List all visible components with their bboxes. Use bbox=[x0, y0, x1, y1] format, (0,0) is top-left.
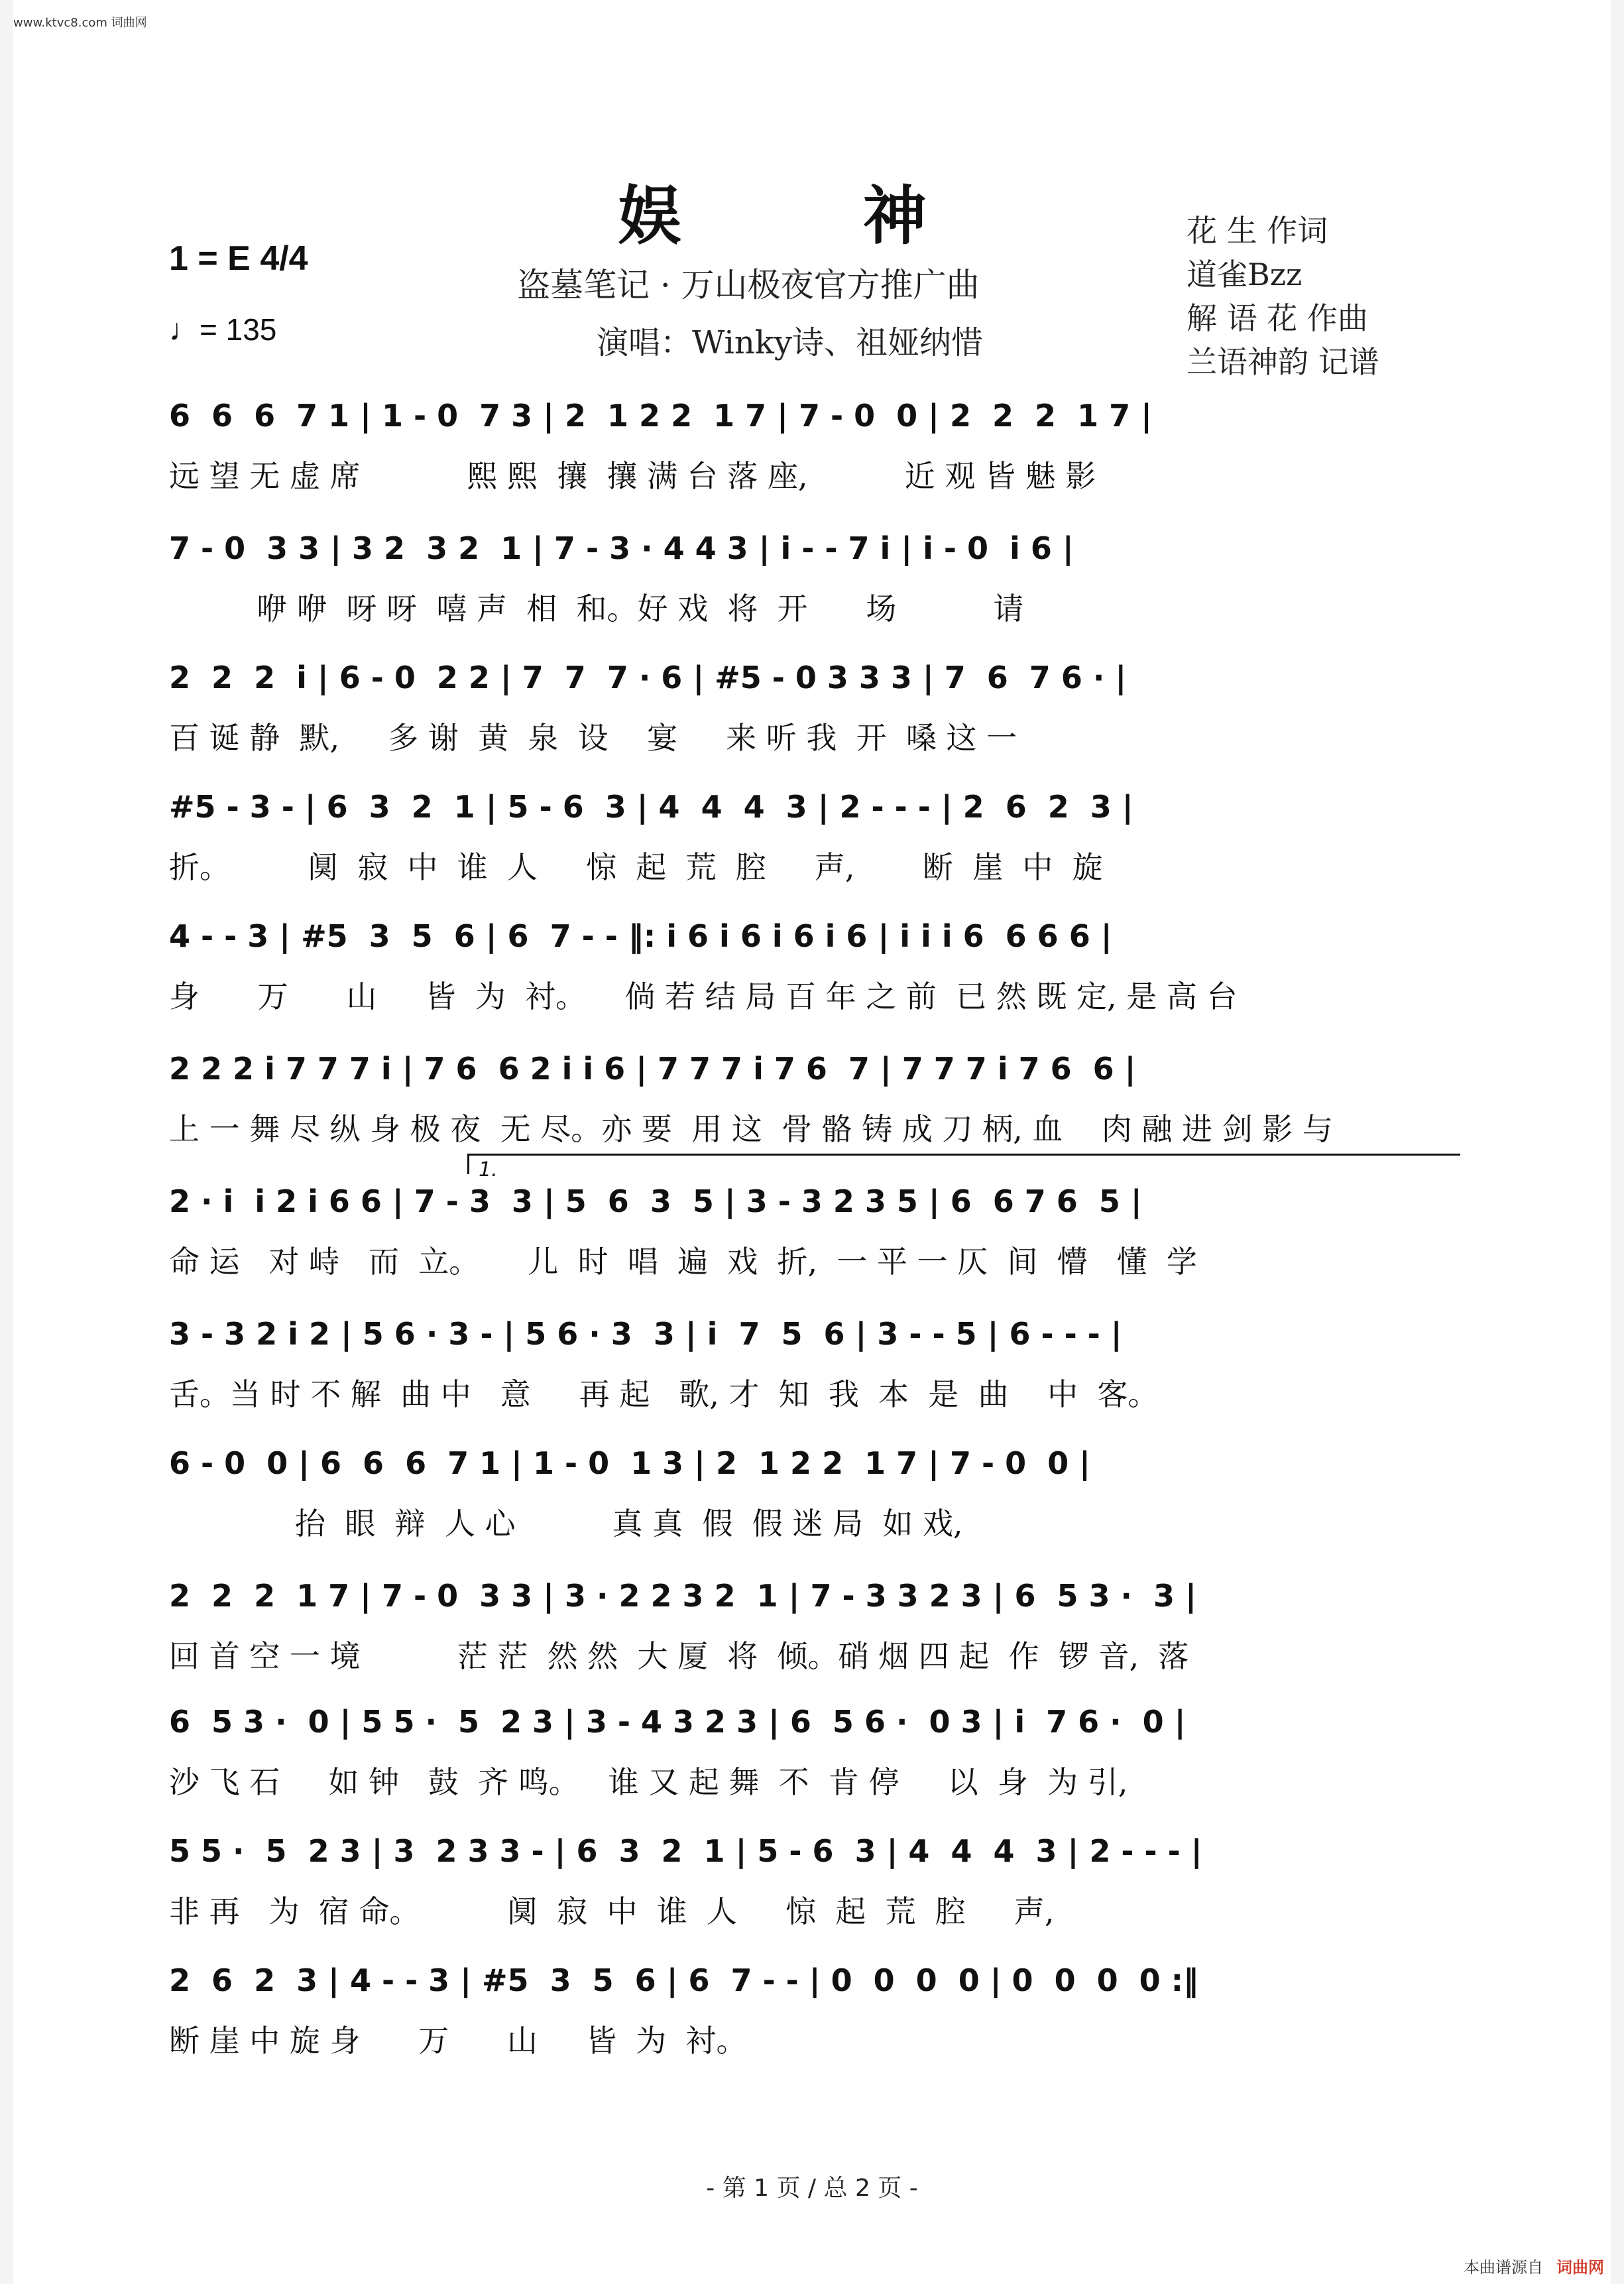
source-note bbox=[1464, 2254, 1604, 2277]
note-line: 2 2 2 1 7 | 7 - 0 3 3 | 3 · 2 2 3 2 1 | 7 - 3 3 2 3 | 6 5 3 · 3 | bbox=[169, 1578, 1196, 1614]
note-line: 2 · i i 2 i 6 6 | 7 - 3 3 | 5 6 3 5 | 3 - 3 2 3 5 | 6 6 7 6 5 | bbox=[169, 1183, 1142, 1219]
note-line: 4 - - 3 | #5 3 5 6 | 6 7 - - ‖: i 6 i 6 i 6 i 6 | i i i 6 6 6 6 | bbox=[169, 918, 1112, 954]
notation-system bbox=[169, 918, 1462, 1012]
note-line: 3 - 3 2 i 2 | 5 6 · 3 - | 5 6 · 3 3 | i 7 5 6 | 3 - - 5 | 6 - - - | bbox=[169, 1316, 1122, 1352]
key-signature: 1 = E 4/4 bbox=[169, 239, 308, 278]
note-line: 6 6 6 7 1 | 1 - 0 7 3 | 2 1 2 2 1 7 | 7 - 0 0 | 2 2 2 1 7 | bbox=[169, 398, 1152, 434]
credit-composer-2: 解 语 花 作曲 bbox=[1187, 300, 1368, 336]
notation-system bbox=[169, 660, 1462, 754]
notation-system bbox=[169, 1051, 1462, 1145]
lyric-line: 舌。当 时 不 解 曲 中 意 再 起 歌, 才 知 我 本 是 曲 中 客。 bbox=[169, 1376, 1159, 1410]
lyric-line: 命 运 对 峙 而 立。 儿 时 唱 遍 戏 折, 一 平 一 仄 间 懵 懂 学 bbox=[169, 1244, 1197, 1278]
left-margin-strip bbox=[0, 0, 13, 2284]
lyric-line: 非 再 为 宿 命。 阒 寂 中 谁 人 惊 起 荒 腔 声, bbox=[169, 1893, 1055, 1927]
notation-system bbox=[169, 1445, 1462, 1539]
source-brand: 词曲网 bbox=[1556, 2258, 1604, 2277]
note-line: 2 2 2 i | 6 - 0 2 2 | 7 7 7 · 6 | #5 - 0 3 3 3 | 7 6 7 6 · | bbox=[169, 660, 1127, 695]
singers: 演唱：Winky诗、祖娅纳惜 bbox=[597, 324, 983, 361]
credit-composer-1: 道雀Bzz bbox=[1187, 257, 1303, 292]
lyric-line: 咿 咿 呀 呀 嘻 声 相 和。好 戏 将 开 场 请 bbox=[169, 591, 1024, 625]
note-line: #5 - 3 - | 6 3 2 1 | 5 - 6 3 | 4 4 4 3 | 2 - - - | 2 6 2 3 | bbox=[169, 789, 1133, 825]
notation-system bbox=[169, 1183, 1462, 1278]
note-line: 5 5 · 5 2 3 | 3 2 3 3 - | 6 3 2 1 | 5 - 6 3 | 4 4 4 3 | 2 - - - | bbox=[169, 1833, 1202, 1869]
lyric-line: 折。 阒 寂 中 谁 人 惊 起 荒 腔 声, 断 崖 中 旋 bbox=[169, 849, 1103, 883]
lyric-line: 百 诞 静 默, 多 谢 黄 泉 设 宴 来 听 我 开 嗓 这 一 bbox=[169, 720, 1017, 754]
volta-label: 1. bbox=[479, 1158, 498, 1181]
notation-system bbox=[169, 1704, 1462, 1798]
credit-lyricist: 花 生 作词 bbox=[1187, 213, 1328, 249]
page-footer: - 第 1 页 / 总 2 页 - bbox=[706, 2175, 918, 2202]
lyric-line: 身 万 山 皆 为 衬。 倘 若 结 局 百 年 之 前 已 然 既 定, 是 高 台 bbox=[169, 979, 1238, 1012]
subtitle: 盗墓笔记 · 万山极夜官方推广曲 bbox=[517, 266, 980, 304]
notation-system bbox=[169, 1316, 1462, 1410]
notation-system bbox=[169, 1833, 1462, 1927]
notation-system bbox=[169, 789, 1462, 883]
tempo-mark: ♩= 135 bbox=[169, 312, 277, 347]
lyric-line: 抬 眼 辩 人 心 真 真 假 假 迷 局 如 戏, bbox=[169, 1506, 963, 1539]
lyric-line: 上 一 舞 尽 纵 身 极 夜 无 尽。亦 要 用 这 骨 骼 铸 成 刀 柄, 血 肉 融 进 剑 影 与 bbox=[169, 1111, 1333, 1145]
first-ending-bracket bbox=[467, 1154, 1460, 1181]
notation-system bbox=[169, 530, 1462, 625]
notation-system bbox=[169, 398, 1462, 492]
note-line: 2 6 2 3 | 4 - - 3 | #5 3 5 6 | 6 7 - - | 0 0 0 0 | 0 0 0 0 :‖ bbox=[169, 1962, 1199, 1998]
page-title: 娱 神 bbox=[618, 178, 1006, 253]
site-header: www.ktvc8.com 词曲网 bbox=[13, 16, 147, 30]
note-line: 6 - 0 0 | 6 6 6 7 1 | 1 - 0 1 3 | 2 1 2 2 1 7 | 7 - 0 0 | bbox=[169, 1445, 1090, 1481]
credit-transcriber: 兰语神韵 记谱 bbox=[1187, 344, 1379, 380]
note-line: 7 - 0 3 3 | 3 2 3 2 1 | 7 - 3 · 4 4 3 | i - - 7 i | i - 0 i 6 | bbox=[169, 530, 1074, 566]
right-margin-strip bbox=[1611, 0, 1624, 2284]
lyric-line: 远 望 无 虚 席 熙 熙 攘 攘 满 台 落 座, 近 观 皆 魅 影 bbox=[169, 458, 1096, 492]
lyric-line: 回 首 空 一 境 茫 茫 然 然 大 厦 将 倾。硝 烟 四 起 作 锣 音, 落 bbox=[169, 1638, 1189, 1672]
lyric-line: 断 崖 中 旋 身 万 山 皆 为 衬。 bbox=[169, 2023, 747, 2057]
source-note-text: 本曲谱源自 bbox=[1464, 2258, 1543, 2277]
note-line: 6 5 3 · 0 | 5 5 · 5 2 3 | 3 - 4 3 2 3 | 6 5 6 · 0 3 | i 7 6 · 0 | bbox=[169, 1704, 1186, 1740]
notation-system bbox=[169, 1962, 1462, 2057]
note-line: 2 2 2 i 7 7 7 i | 7 6 6 2 i i 6 | 7 7 7 i 7 6 7 | 7 7 7 i 7 6 6 | bbox=[169, 1051, 1136, 1087]
credits bbox=[1187, 209, 1379, 384]
lyric-line: 沙 飞 石 如 钟 鼓 齐 鸣。 谁 又 起 舞 不 肯 停 以 身 为 引, bbox=[169, 1764, 1128, 1798]
notation-system bbox=[169, 1578, 1462, 1672]
